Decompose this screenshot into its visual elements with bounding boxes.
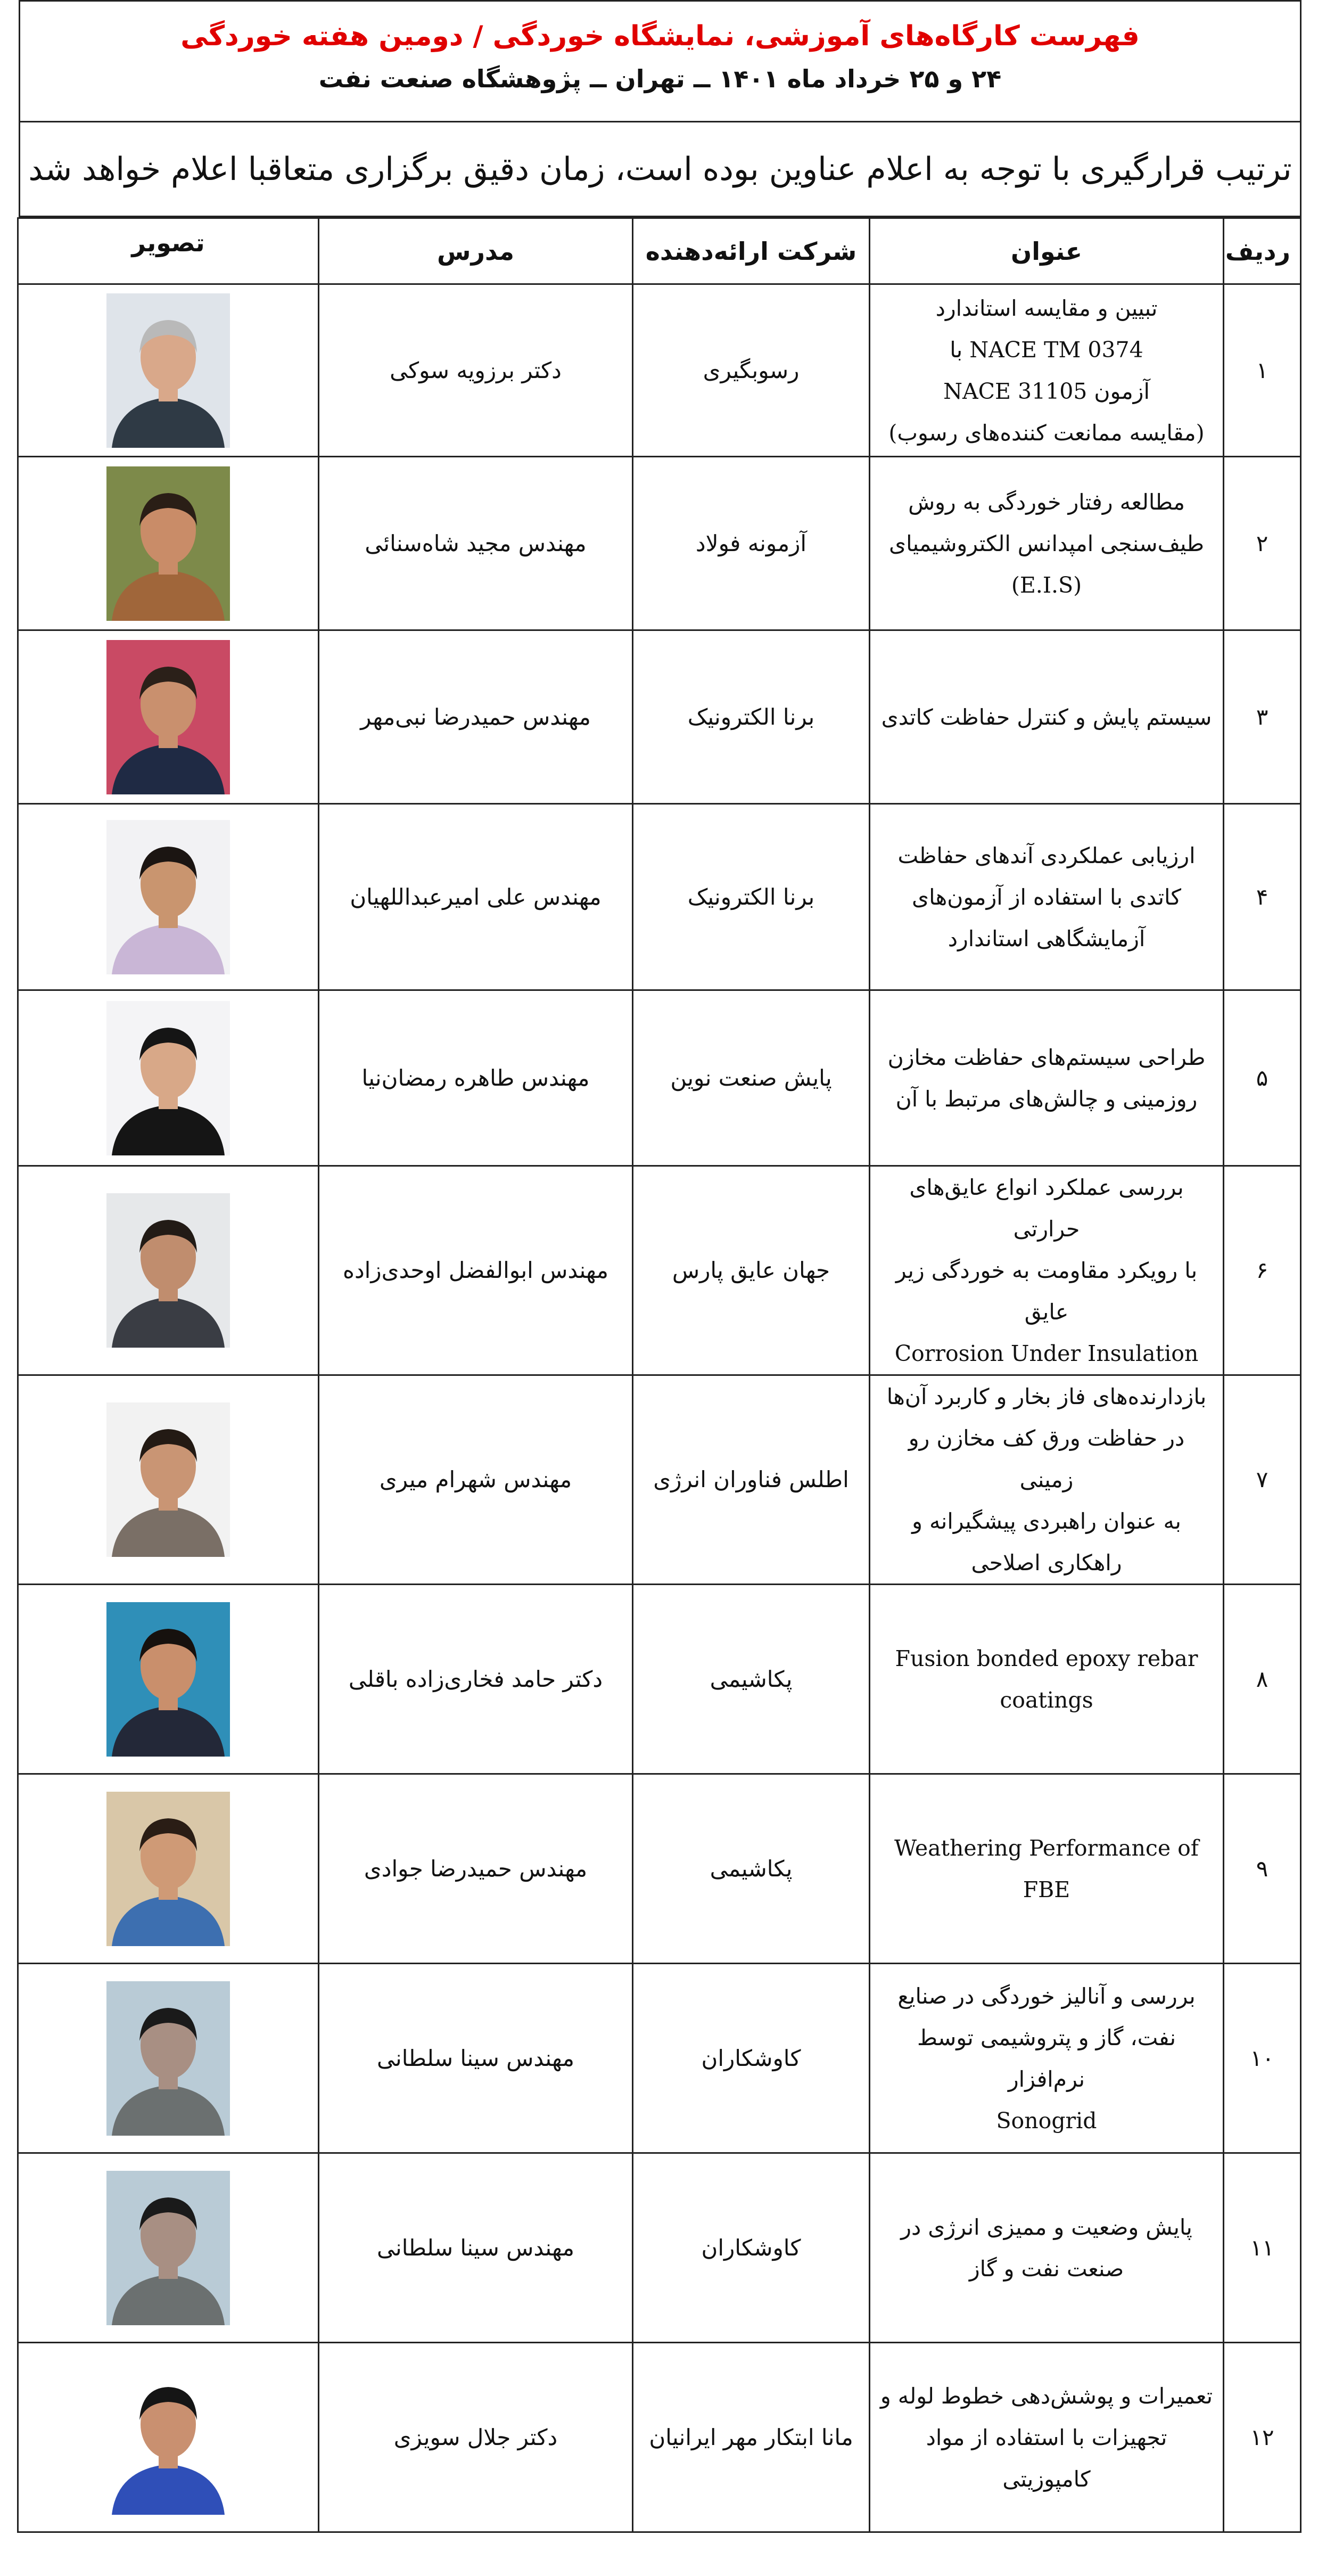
workshop-topic: [870, 1166, 1224, 1375]
topic-line: بررسی و آنالیز خوردگی در صنایع: [897, 1983, 1196, 2009]
instructor-photo-cell: [18, 990, 319, 1166]
topic-line: Weathering Performance of: [894, 1835, 1199, 1861]
provider-company: کاوشکاران: [633, 2153, 870, 2343]
row-number: ۷: [1224, 1375, 1301, 1585]
provider-company: کاوشکاران: [633, 1964, 870, 2153]
schedule-notice: ترتیب قرارگیری با توجه به اعلام عناوین بوده است، زمان دقیق برگزاری متعاقبا اعلام خواهد شد: [19, 122, 1301, 217]
instructor-name: مهندس علی امیرعبداللهیان: [319, 804, 633, 990]
provider-company: پکاشیمی: [633, 1585, 870, 1774]
provider-company: جهان عایق پارس: [633, 1166, 870, 1375]
topic-line: کاتدی با استفاده از آزمون‌های: [912, 884, 1181, 910]
topic-line: راهکاری اصلاحی: [971, 1550, 1122, 1576]
topic-line: طراحی سیستم‌های حفاظت مخازن: [887, 1044, 1206, 1070]
row-number: ۱۱: [1224, 2153, 1301, 2343]
instructor-name: مهندس ابوالفضل اوحدی‌زاده: [319, 1166, 633, 1375]
topic-line: پایش وضعیت و ممیزی انرژی در: [901, 2214, 1192, 2240]
table-row: [18, 1585, 1301, 1774]
row-number: ۳: [1224, 630, 1301, 804]
instructor-name: دکتر برزویه سوکی: [319, 284, 633, 457]
column-header-row-number: ردیف: [1224, 218, 1301, 284]
topic-line: بازدارنده‌های فاز بخار و کاربرد آن‌ها: [886, 1384, 1207, 1409]
workshop-topic: [870, 2153, 1224, 2343]
provider-company: اطلس فناوران انرژی: [633, 1375, 870, 1585]
topic-line: آزمون NACE 31105: [943, 378, 1150, 404]
instructor-photo-cell: [18, 1585, 319, 1774]
provider-company: پکاشیمی: [633, 1774, 870, 1964]
instructor-photo: [106, 640, 230, 794]
topic-line: نفت، گاز و پتروشیمی توسط نرم‌افزار: [917, 2024, 1176, 2092]
table-row: [18, 284, 1301, 457]
document-title: فهرست کارگاه‌های آموزشی، نمایشگاه خوردگی / دومین هفته خوردگی: [180, 20, 1140, 52]
instructor-photo: [106, 293, 230, 448]
topic-line: طیف‌سنجی امپدانس الکتروشیمیای: [889, 530, 1204, 556]
table-row: [18, 457, 1301, 630]
topic-line: Corrosion Under Insulation: [894, 1341, 1199, 1366]
topic-line: تعمیرات و پوشش‌دهی خطوط لوله و: [880, 2383, 1213, 2409]
workshop-topic: [870, 457, 1224, 630]
row-number: ۶: [1224, 1166, 1301, 1375]
topic-line: FBE: [1023, 1876, 1070, 1902]
instructor-name: مهندس حمیدرضا نبی‌مهر: [319, 630, 633, 804]
document-header: [19, 0, 1301, 122]
row-number: ۸: [1224, 1585, 1301, 1774]
provider-company: رسوبگیری: [633, 284, 870, 457]
workshop-topic: [870, 1375, 1224, 1585]
instructor-photo: [106, 1792, 230, 1946]
topic-line: با رویکرد مقاومت به خوردگی زیر: [895, 1258, 1198, 1283]
table-header-row: [18, 218, 1301, 284]
provider-company: مانا ابتکار مهر ایرانیان: [633, 2343, 870, 2532]
row-number: ۱۲: [1224, 2343, 1301, 2532]
topic-line: NACE TM 0374 با: [950, 337, 1143, 363]
workshop-topic: [870, 630, 1224, 804]
instructor-name: مهندس سینا سلطانی: [319, 2153, 633, 2343]
instructor-photo-cell: [18, 1375, 319, 1585]
instructor-name: مهندس طاهره رمضان‌نیا: [319, 990, 633, 1166]
topic-line: آزمایشگاهی استاندارد: [948, 925, 1146, 951]
instructor-photo: [106, 1981, 230, 2136]
instructor-photo: [106, 1402, 230, 1557]
workshops-table: [17, 217, 1301, 2533]
topic-line: مطالعه رفتار خوردگی به روش: [908, 489, 1185, 515]
topic-line: روزمینی و چالش‌های مرتبط با آن: [895, 1086, 1198, 1112]
row-number: ۴: [1224, 804, 1301, 990]
row-number: ۱۰: [1224, 1964, 1301, 2153]
instructor-photo-cell: [18, 804, 319, 990]
instructor-photo-cell: [18, 457, 319, 630]
topic-line: به عنوان راهبردی پیشگیرانه و: [912, 1508, 1181, 1534]
row-number: ۹: [1224, 1774, 1301, 1964]
table-row: [18, 1375, 1301, 1585]
instructor-photo-cell: [18, 1166, 319, 1375]
provider-company: آزمونه فولاد: [633, 457, 870, 630]
instructor-photo: [106, 1193, 230, 1348]
workshop-topic: [870, 2343, 1224, 2532]
instructor-name: مهندس سینا سلطانی: [319, 1964, 633, 2153]
workshop-topic: [870, 1964, 1224, 2153]
instructor-photo-cell: [18, 2343, 319, 2532]
topic-line: Sonogrid: [996, 2107, 1097, 2134]
row-number: ۵: [1224, 990, 1301, 1166]
topic-line: ارزیابی عملکردی آندهای حفاظت: [897, 842, 1196, 868]
row-number: ۱: [1224, 284, 1301, 457]
instructor-photo-cell: [18, 284, 319, 457]
table-row: [18, 1774, 1301, 1964]
column-header-photo: تصویر: [18, 218, 319, 284]
workshop-topic: [870, 284, 1224, 457]
instructor-photo: [106, 2171, 230, 2325]
workshop-topic: [870, 1585, 1224, 1774]
table-row: [18, 1166, 1301, 1375]
row-number: ۲: [1224, 457, 1301, 630]
table-row: [18, 2153, 1301, 2343]
workshop-topic: [870, 990, 1224, 1166]
topic-line: در حفاظت ورق کف مخازن رو زمینی: [908, 1425, 1185, 1492]
instructor-photo: [106, 2360, 230, 2515]
instructor-photo-cell: [18, 2153, 319, 2343]
document-subtitle: ۲۴ و ۲۵ خرداد ماه ۱۴۰۱ ــ تهران ــ پژوهشگاه صنعت نفت: [318, 64, 1002, 93]
provider-company: پایش صنعت نوین: [633, 990, 870, 1166]
instructor-photo: [106, 466, 230, 621]
workshop-topic: [870, 804, 1224, 990]
instructor-name: دکتر جلال سویزی: [319, 2343, 633, 2532]
topic-line: صنعت نفت و گاز: [969, 2255, 1124, 2282]
instructor-name: مهندس شهرام میری: [319, 1375, 633, 1585]
provider-company: برنا الکترونیک: [633, 804, 870, 990]
instructor-photo: [106, 820, 230, 974]
table-row: [18, 804, 1301, 990]
column-header-topic: عنوان: [870, 218, 1224, 284]
table-row: [18, 990, 1301, 1166]
topic-line: عایق: [1024, 1299, 1069, 1325]
column-header-instructor: مدرس: [319, 218, 633, 284]
instructor-photo: [106, 1602, 230, 1757]
instructor-photo: [106, 1001, 230, 1155]
instructor-photo-cell: [18, 630, 319, 804]
topic-line: تبیین و مقایسه استاندارد: [935, 295, 1158, 321]
topic-line: (مقایسه ممانعت کننده‌های رسوب): [888, 420, 1205, 446]
instructor-photo-cell: [18, 1774, 319, 1964]
topic-line: coatings: [1000, 1687, 1093, 1713]
instructor-photo-cell: [18, 1964, 319, 2153]
provider-company: برنا الکترونیک: [633, 630, 870, 804]
table-row: [18, 2343, 1301, 2532]
instructor-name: دکتر حامد فخاری‌زاده باقلی: [319, 1585, 633, 1774]
workshop-topic: [870, 1774, 1224, 1964]
topic-line: تجهیزات با استفاده از مواد کامپوزیتی: [926, 2424, 1167, 2492]
topic-line: (E.I.S): [1011, 572, 1082, 598]
topic-line: بررسی عملکرد انواع عایق‌های حرارتی: [909, 1175, 1184, 1242]
topic-line: سیستم پایش و کنترل حفاظت کاتدی: [881, 704, 1212, 730]
instructor-name: مهندس حمیدرضا جوادی: [319, 1774, 633, 1964]
table-row: [18, 1964, 1301, 2153]
table-row: [18, 630, 1301, 804]
topic-line: Fusion bonded epoxy rebar: [895, 1645, 1198, 1671]
column-header-company: شرکت ارائه‌دهنده: [633, 218, 870, 284]
instructor-name: مهندس مجید شاه‌سنائی: [319, 457, 633, 630]
